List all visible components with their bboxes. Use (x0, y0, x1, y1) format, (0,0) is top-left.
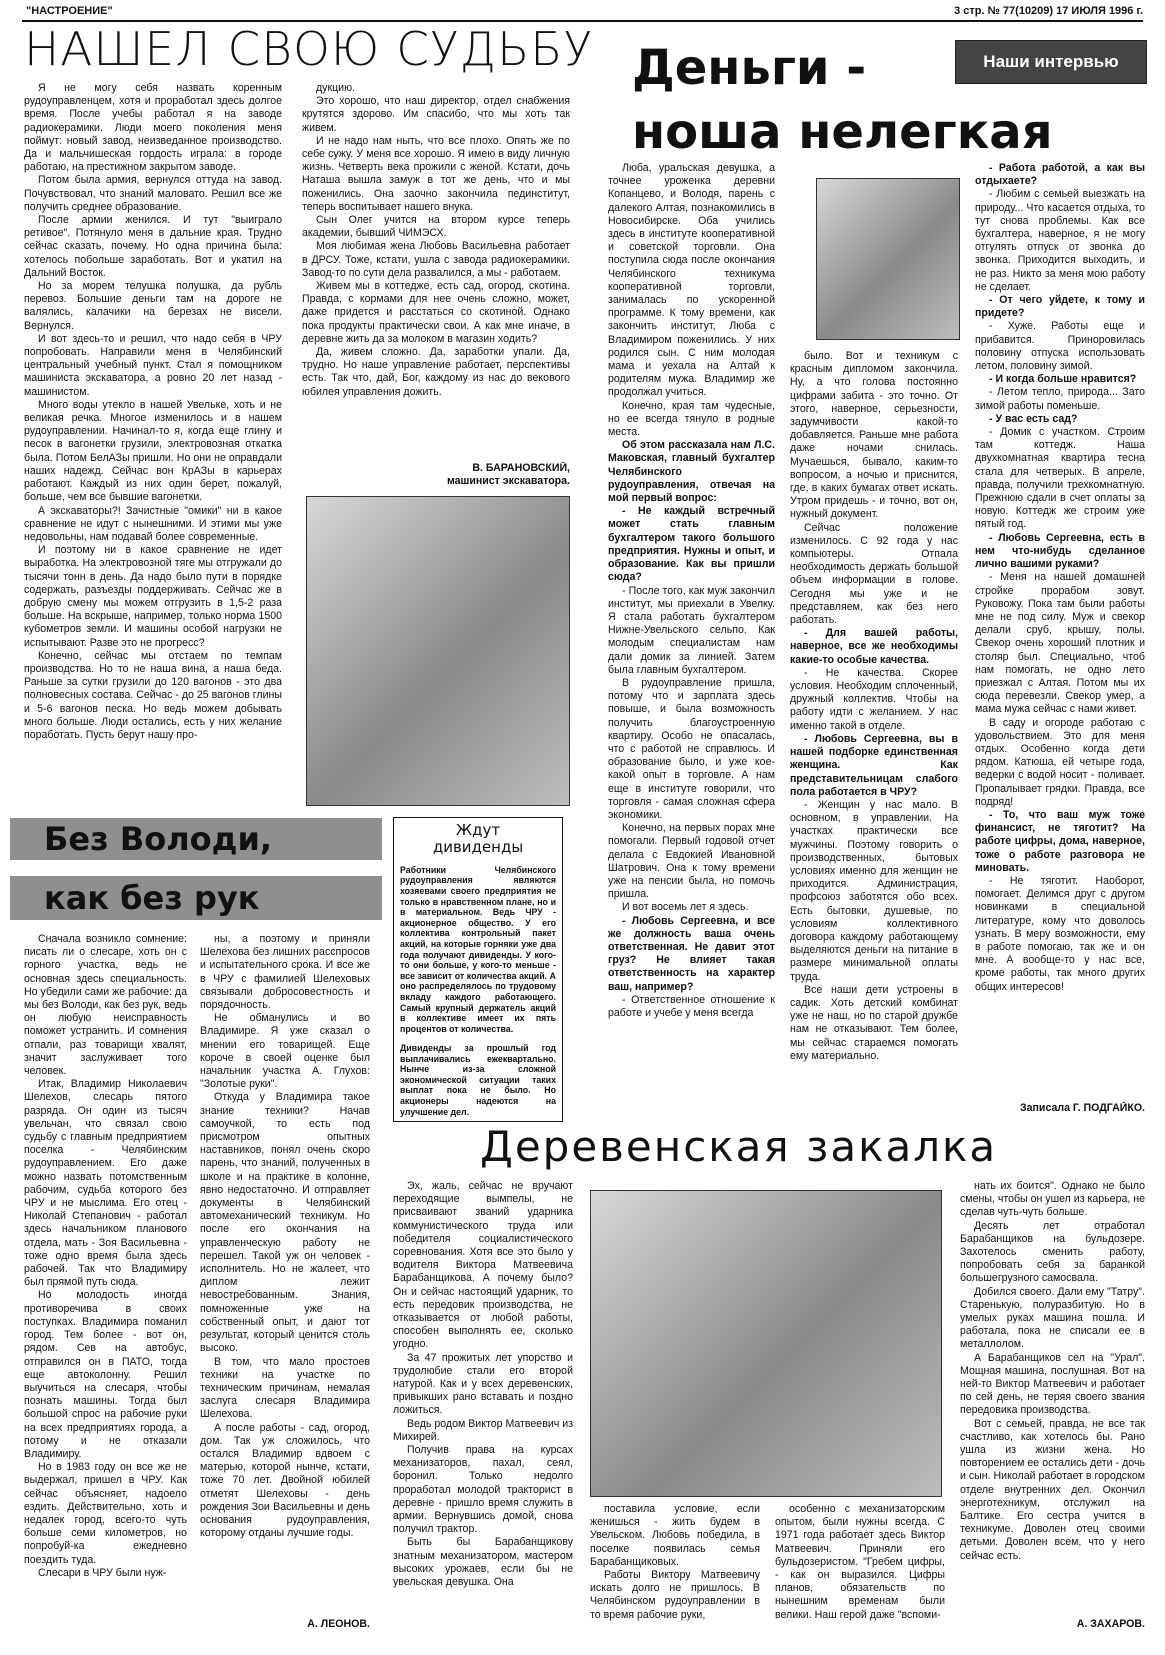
paragraph: Моя любимая жена Любовь Васильевна работает в ДРСУ. Тоже, кстати, ушла с завода радиокерамики. Завод-то по сути дела развалился, а мы - работаем. (302, 240, 570, 279)
paragraph: В рудоуправление пришла, потому что и зарплата здесь повыше, и была возможность получить благоустроенную квартиру. Особо не опасалась, что с работой не справлюсь. И образование было, и уже кое-какой опыт в торговле. А нам еще в институте говорили, что торговля - самая сложная сфера экономики. (608, 676, 775, 821)
paragraph: - Ответственное отношение к работе и учебе у меня всегда (608, 993, 775, 1019)
paragraph: - Домик с участком. Строим там коттедж. Наша двухкомнатная квартира тесна стала для четверых. В апреле, правда, получили трехкомнатную. Прежнюю сдали в счет оплаты за новую. Коттедж же строим уже пятый год. (975, 426, 1145, 531)
paragraph: Конечно, края там чудесные, но ее всегда тянуло в родные места. (608, 399, 775, 439)
paragraph: Конечно, сейчас мы отстаем по темпам производства. Но то не наша вина, а наша беда. Раньше за сутки грузили до 120 вагонов - это два полновесных состава. Сейчас - до 25 вагонов глины и 5-6 вагонов песка. Но ведь можем добывать много больше. Люди остались, есть у них желание поработать. Пусть берут нашу про- (24, 649, 282, 741)
paragraph: А после работы - сад, огород, дом. Так уж сложилось, что остался Владимир вдвоем с матерью, которой нынче, кстати, тоже 70 лет. Двойной юбилей отметят Шелеховы - день рождения Зои Васильевны и день основания рудоуправления, которому отданы лучшие годы. (200, 1421, 370, 1540)
paragraph: Все наши дети устроены в садик. Хоть детский комбинат уже не наш, но по старой дружбе нам не отказывают. Тем более, мы сейчас стараемся помогать ему материально. (790, 983, 958, 1062)
paragraph: Да, живем сложно. Да, заработки упали. Да, трудно. Но наше управление работает, перспективы есть. Так что, дай, Бог, каждому из нас до векового юбилея управления дожить. (302, 346, 570, 398)
dividends-box-title-line2: дивиденды (432, 838, 524, 856)
paragraph: - Не каждый встречный может стать главным бухгалтером такого большого предприятия. Нужны и опыт, и образование. Как вы пришли сюда? (608, 505, 775, 584)
paragraph: поставила условие, если женишься - жить будем в Увельском. Любовь победила, в поселке появилась семья Барабанщиковых. (590, 1503, 760, 1568)
article3-title-line1 (10, 818, 382, 860)
article2-col2 (790, 350, 958, 1118)
paragraph: ны, а поэтому и приняли Шелехова без лишних расспросов и испытательного срока. И все же в ЧРУ с фамилией Шелеховых связывали добросовестность и порядочность. (200, 933, 370, 1012)
paragraph: Но за морем телушка полушка, да рубль перевоз. Большие деньги там на дороге не валялись, калачики на березах не висели. Вернулся. (24, 280, 282, 332)
paragraph: Эх, жаль, сейчас не вручают переходящие вымпелы, не присваивают званий ударника коммунистического труда или победителя социалистического соревнования. Хотя все это было у водителя Виктора Матвеевича Барабанщикова. А почему было? Он и сейчас настоящий ударник, то есть передовик производства, не отказывается от любой работы, способен выполнять ее, сколько угодно. (393, 1180, 573, 1351)
paragraph: Ведь родом Виктор Матвеевич из Михирей. (393, 1417, 573, 1443)
paragraph: Вот с семьей, правда, не все так счастливо, как хотелось бы. Рано ушла из жизни жена. Но повторением ее остались дети - дочь и сын. Николай работает в городском отделе внутренних дел. Окончил энерготехникум, отслужил на Балтике. Его сестра учится в техникуме. Доволен отец своими детьми. Доволен всем, что у него сейчас есть. (960, 1417, 1145, 1562)
paragraph: особенно с механизаторским опытом, были нужны всегда. С 1971 года работает здесь Виктор Матвеевич. Приняли его бульдозеристом. "Гребем цифры, - как он выразился. Цифры планов, обязательств по нынешним временам были велики. Наш герой даже "вспоми- (775, 1503, 945, 1621)
truck-driver-photo (590, 1190, 942, 1497)
paragraph: - Не качества. Скорее условия. Необходим сплоченный, дружный коллектив. Чтобы на работу идти с желанием. У нас именно такой в отделе. (790, 666, 958, 732)
paragraph: Я не могу себя назвать коренным рудоуправленцем, хотя и проработал здесь долгое время. После учебы работал я на заводе радиокерамики. Люди моего поколения меня поймут: новый завод, неизведанное производство. Да и мальчишеская гордость играла: в городе работаю, на престижном закрытом заводе. (24, 82, 282, 174)
article1-col1 (24, 82, 282, 772)
article3-signature (200, 1618, 370, 1634)
paragraph: За 47 прожитых лет упорство и трудолюбие стали его второй натурой. Как и у всех деревенских, привыкших рано вставать и поздно ложиться. (393, 1351, 573, 1417)
article2-title-line2: ноша нелегкая (632, 104, 1053, 160)
paragraph: нать их боится". Однако не было смены, чтобы он ушел из карьера, не сделав чуть-чуть больше. (960, 1180, 1145, 1219)
article2-col1 (608, 162, 775, 1119)
dividends-box-body (400, 865, 556, 1117)
paragraph: В саду и огороде работаю с удовольствием. Это для меня отдых. Особенно когда дети рядом. Катюша, ей четыре года, ведерки с водой носит - поливает. Пропалывает грядки. Правда, все подряд! (975, 716, 1145, 808)
paragraph: А экскаваторы?! Зачистные "омики" ни в какое сравнение не идут с нынешними. И этими мы уже недовольны, нам подавай более современные. (24, 504, 282, 543)
paragraph: Но в 1983 году он все же не выдержал, пришел в ЧРУ. Как сейчас объясняет, надоело ездить. Действительно, хоть и недалек город, всего-то чуть больше семи километров, но попробуй-ка ежедневно поездить туда. (24, 1461, 187, 1566)
accountant-portrait-photo (816, 178, 960, 340)
article2-signature (975, 1102, 1145, 1118)
paragraph: - Любовь Сергеевна, есть в нем что-нибудь сделанное лично вашими руками? (975, 531, 1145, 571)
paragraph: - Любовь Сергеевна, вы в нашей подборке единственная женщина. Как представительницам слабого пола работается в ЧРУ? (790, 732, 958, 798)
paragraph: - Женщин у нас мало. В основном, в управлении. На участках практически все мужчины. Поэтому говорить о производственных, бытовых условиях именно для женщин не приходится. Администрация, профсоюз заботятся обо всех. Есть бытовки, душевые, по условиям коллективного договора каждому работающему выделяются деньги на питание в размере минимальной оплаты труда. (790, 798, 958, 983)
article2-title-line1: Деньги - (632, 40, 867, 96)
paragraph: - Хуже. Работы еще и прибавится. Приноровилась половину отпуска использовать летом, половину зимой. (975, 320, 1145, 373)
article3-author: А. ЛЕОНОВ. (307, 1618, 370, 1630)
excavator-driver-photo (306, 496, 570, 806)
paragraph: И вот восемь лет я здесь. (622, 901, 749, 914)
paragraph: Не обманулись и во Владимире. Я уже сказал о мнении его товарищей. Еще короче в своей оценке был начальник участка А. Глухов: "Золотые руки". (200, 1012, 370, 1091)
article4-col4 (960, 1180, 1145, 1615)
paragraph: А Барабанщиков сел на "Урал". Мощная машина, послушная. Вот на ней-то Виктор Матвеевич и работает по сей день, не теряя своего звания передовика производства. (960, 1351, 1145, 1417)
paragraph: Это хорошо, что наш директор, отдел снабжения крутятся здорово. Им спасибо, что мы хоть так живем. (302, 95, 570, 134)
paragraph: было. Вот и техникум с красным дипломом закончила. Ну, а что голова постоянно цифрами забита - это точно. От этого, наверное, серьезности, задумчивости какой-то добавляется. Раньше мне работа даже ночами снилась. Мучаешься, бывало, каким-то вопросом, а ночью и приснится, где, в каких бумагах ответ искать. Утром придешь - и точно, вот он, нужный документ. (790, 350, 958, 521)
issue-info: 3 стр. № 77(10209) 17 ИЮЛЯ 1996 г. (954, 5, 1143, 17)
paragraph: Сын Олег учится на втором курсе теперь академии, бывший ЧИМЭСХ. (302, 214, 570, 240)
paragraph: Конечно, на первых порах мне помогали. Первый годовой отчет делала с Евдокией Ивановной Шатрович. Она к тому времени уже на пенсии была, но помочь пришла. (608, 822, 775, 901)
paragraph: Десять лет отработал Барабанщиков на бульдозере. Захотелось сменить работу, попробовать себя за баранкой большегрузного самосвала. (960, 1219, 1145, 1285)
dividends-box-title-line1: Ждут (455, 821, 501, 839)
paragraph: Живем мы в коттедже, есть сад, огород, скотина. Правда, с кормами для нее очень сложно, может, даже придется и расстаться со скотиной. Однако пока продукты практически свои. А как мне иначе, в деревне жить да за молоком в магазин ходить? (302, 280, 570, 345)
paragraph: И не надо нам ныть, что все плохо. Опять же по себе сужу. У меня все хорошо. Я имею в виду личную жизнь. Четверть века прожили с женой. Кстати, дочь Наташа вышла замуж в тот же день, что и мы поженились. Она заочно закончила пединститут, теперь воспитывает нашего внука. (302, 134, 570, 213)
paragraph: - И когда больше нравится? (989, 373, 1137, 386)
article1-title: НАШЕЛ СВОЮ СУДЬБУ (24, 22, 594, 76)
article1-author: В. БАРАНОВСКИЙ, (472, 462, 570, 474)
article1-author-role: машинист экскаватора. (446, 475, 570, 488)
article3-col2 (200, 933, 370, 1608)
article4-signature (960, 1618, 1145, 1634)
paragraph: - Меня на нашей домашней стройке прорабом зовут. Руковожу. Пока там были работы мне не под силу. Муж и свекор делали сруб, крышу, полы. Свекор очень хороший плотник и столяр был. Специально, чтоб нам помогать, не одно лето приезжал с Алтая. Потом мы их сюда перевезли. Свекор умер, а мама мужа сейчас с нами живет. (975, 571, 1145, 716)
paragraph: Много воды утекло в нашей Увельке, хоть и не великая речка. Многое изменилось и в нашем рудоуправлении. Начинал-то я, когда еще глину и песок в вагонетки грузили, электровозная откатка была. Потом БелАЗы пришли. Но они не оправдали наших надежд. Сейчас вон КрАЗы в карьерах работают. Каждый из них один берет, пожалуй, больше, чем все бывшие вагонетки. (24, 398, 282, 504)
interview-badge: Наши интервью (955, 40, 1147, 84)
paragraph: - Летом тепло, природа... Зато зимой работы поменьше. (975, 386, 1145, 412)
article3-col1 (24, 933, 187, 1633)
paragraph: Получив права на курсах механизаторов, пахал, сеял, боронил. Только недолго проработал молодой тракторист в деревне - пришло время служить в армии. Вернувшись домой, снова получил трактор. (393, 1444, 573, 1536)
paragraph: Об этом рассказала нам Л.С. Маковская, главный бухгалтер Челябинского рудоуправления, отвечая на мой первый вопрос: (608, 439, 775, 505)
paragraph: - От чего уйдете, к тому и придете? (975, 294, 1145, 320)
paragraph: Работники Челябинского рудоуправления являются хозяевами своего предприятия не только в нравственном плане, но и в материальном. Ведь ЧРУ - акционерное общество. У его коллектива контрольный пакет акций, на которые горняки уже два года получают дивиденды. У кого-то они больше, у кого-то меньше - все зависит от количества акций. А оно распределялось по трудовому вкладу каждого работающего. Самый крупный держатель акций в коллективе имеет их пять процентов от количества. (400, 864, 556, 1034)
paragraph: Быть бы Барабанщикову знатным механизатором, мастером высоких урожаев, если бы не увельская девушка. Она (393, 1536, 573, 1589)
article4-author: А. ЗАХАРОВ. (1076, 1618, 1145, 1630)
paragraph: Слесари в ЧРУ были нуж- (38, 1566, 167, 1579)
paragraph: После армии женился. И тут "выиграло ретивое". Потянуло меня в дальние края. Трудно сейчас сказать, почему. Но одна причина была: хотелось побольше заработать. Вот и укатил на Дальний Восток. (24, 214, 282, 279)
paragraph: Откуда у Владимира такое знание техники? Начав самоучкой, то есть под присмотром опытных наставников, понял очень скоро парень, что знаний, полученных в школе и на практике в колонне, явно недостаточно. И отправляет документы в Челябинский автомеханический техникум. Но после его окончания на управленческую работу не перешел. Такой уж он человек - исполнитель. Но не жалеет, что диплом лежит невостребованным. Знания, помноженные уже на собственный опыт, и дают тот результат, который ценится столь высоко. (200, 1091, 370, 1355)
paragraph: В том, что мало простоев техники на участке по техническим причинам, немалая заслуга слесаря Владимира Шелехова. (200, 1355, 370, 1421)
paragraph: - Не тяготит. Наоборот, помогает. Делимся друг с другом новинками в специальной литературе, кому что доволось узнать. В меру возможности, ему в работе помогаю, так же и он мне. А вообще-то у нас все, кроме работы, так много других общих интересов! (975, 874, 1145, 993)
paragraph: Сейчас положение изменилось. С 92 года у нас компьютеры. Отпала необходимость держать большой объем информации в голове. Сегодня мы уже и не представляем, как без него работать. (790, 521, 958, 627)
paragraph: дукцию. (316, 82, 355, 94)
article3-title-line2 (10, 876, 382, 920)
paragraph: - У вас есть сад? (989, 412, 1078, 425)
article2-author: Записала Г. ПОДГАЙКО. (1020, 1102, 1145, 1114)
article4-title: Деревенская закалка (480, 1122, 998, 1171)
article3-title-line1-text: Без Володи, (44, 820, 273, 858)
paragraph: Добился своего. Дали ему "Татру". Старенькую, полуразбитую. Но в умелых руках машина пошла. И работала, пока не списали ее в металлолом. (960, 1285, 1145, 1351)
article1-signature (302, 462, 570, 492)
paragraph: И поэтому ни в какое сравнение не идет выработка. На электровозной тяге мы отгружали до тысячи тонн в день. Да надо было пути в порядке содержать, разъезды поддерживать. Сейчас же в добрую смену мы можем отгрузить в 1,5-2 раза больше. На вскрыше, например, только норма 1500 кубометров земли. И машины особой нагрузки не испытывают. Разве это не прогресс? (24, 544, 282, 649)
article2-col3 (975, 162, 1145, 1095)
paragraph: - Любовь Сергеевна, и все же должность ваша очень ответственная. Не давит этот груз? Не влияет такая ответственность на характер ваш, например? (608, 914, 775, 993)
paragraph: Но молодость иногда противоречива в своих поступках. Владимира поманил город. Тем более - вот он, рядом. Сев на автобус, отправился он в ПАТО, тогда еще автоколонну. Решил выучиться на слесаря, чтобы познать машины. Тогда был большой спрос на рабочие руки на всех предприятиях города, а потому и не отказали Владимиру. (24, 1289, 187, 1460)
paragraph: Дивиденды за прошлый год выплачивались ежеквартально. Нынче из-за сложной экономической ситуации таких выплат пока не было. Но акционеры надеются на улучшение дел. (400, 1043, 556, 1117)
article4-col3 (775, 1503, 945, 1635)
paragraph: - Любим с семьей выезжать на природу... Что касается отдыха, то тут снова проблемы. Как все бухгалтера, наверное, я не могу отгулять отпуск от звонка до звонка. Приходится выходить, и не раз. Никто за меня мою работу не сделает. (975, 188, 1145, 293)
article4-col2 (590, 1503, 760, 1635)
article1-col2 (302, 82, 570, 460)
section-name: "НАСТРОЕНИЕ" (26, 5, 113, 17)
paragraph: - Для вашей работы, наверное, все же необходимы какие-то особые качества. (790, 627, 958, 666)
paragraph: - После того, как муж закончил институт, мы приехали в Увелку. Я стала работать бухгалтером Нижне-Увельского сельпо. Как молодым специалистам нам дали домик за линией. Затем была главным бухгалтером. (608, 584, 775, 676)
article4-col1 (393, 1180, 573, 1635)
paragraph: Работы Виктору Матвеевичу искать долго не пришлось. В Челябинском рудоуправлении в то время рабочие руки, (590, 1569, 760, 1621)
article3-title-line2-text: как без рук (44, 879, 260, 917)
paragraph: Потом была армия, вернулся оттуда на завод. Почувствовал, что знаний маловато. Решил все же получить среднее образование. (24, 174, 282, 213)
paragraph: И вот здесь-то и решил, что надо себя в ЧРУ попробовать. Направили меня в Челябинский центральный учебный пункт. Стал я помощником машиниста экскаватора, а ровно 20 лет назад - машинистом. (24, 332, 282, 398)
paragraph: - То, что ваш муж тоже финансист, не тяготит? На работе цифры, дома, наверное, тоже о работе разговора не миновать. (975, 808, 1145, 874)
paragraph: Итак, Владимир Николаевич Шелехов, слесарь пятого разряда. Он один из тысяч увельчан, что связал свою судьбу с главным предприятием поселка - Челябинским рудоуправлением. Его даже можно назвать потомственным рабочим, судьба которого без ЧРУ и не мыслима. Его отец - Николай Степанович - работал здесь начальником планового отдела, мать - Зоя Васильевна - тоже одно время была здесь рабочей. Так что Владимиру был прямой путь сюда. (24, 1078, 187, 1289)
paragraph: Люба, уральская девушка, а точнее уроженка деревни Копанцево, и Володя, парень с далекого Алтая, познакомились в Новосибирске. Оба учились здесь в институте кооперативной и советской торговли. Она поступила сюда после окончания Челябинского техникума кооперативной торговли, занималась по ускоренной программе. К тому времени, как закончить институт, Люба с Владимиром поженились. У них родился сын. С ним молодая мама и уехала на Алтай к родителям мужа. Владимир же продолжал учиться. (608, 162, 775, 399)
paragraph: - Работа работой, а как вы отдыхаете? (975, 162, 1145, 188)
dividends-box (393, 817, 563, 1122)
paragraph: Сначала возникло сомнение: писать ли о слесаре, хоть он с горного участка, ведь не основная здесь специальность. Но убедили сами же рабочие: да мы без Володи, как без рук, ведь он любую неисправность поможет устранить. И сомнения отпали, раз товарищи хвалят, значит заслуживает того человек. (24, 933, 187, 1078)
